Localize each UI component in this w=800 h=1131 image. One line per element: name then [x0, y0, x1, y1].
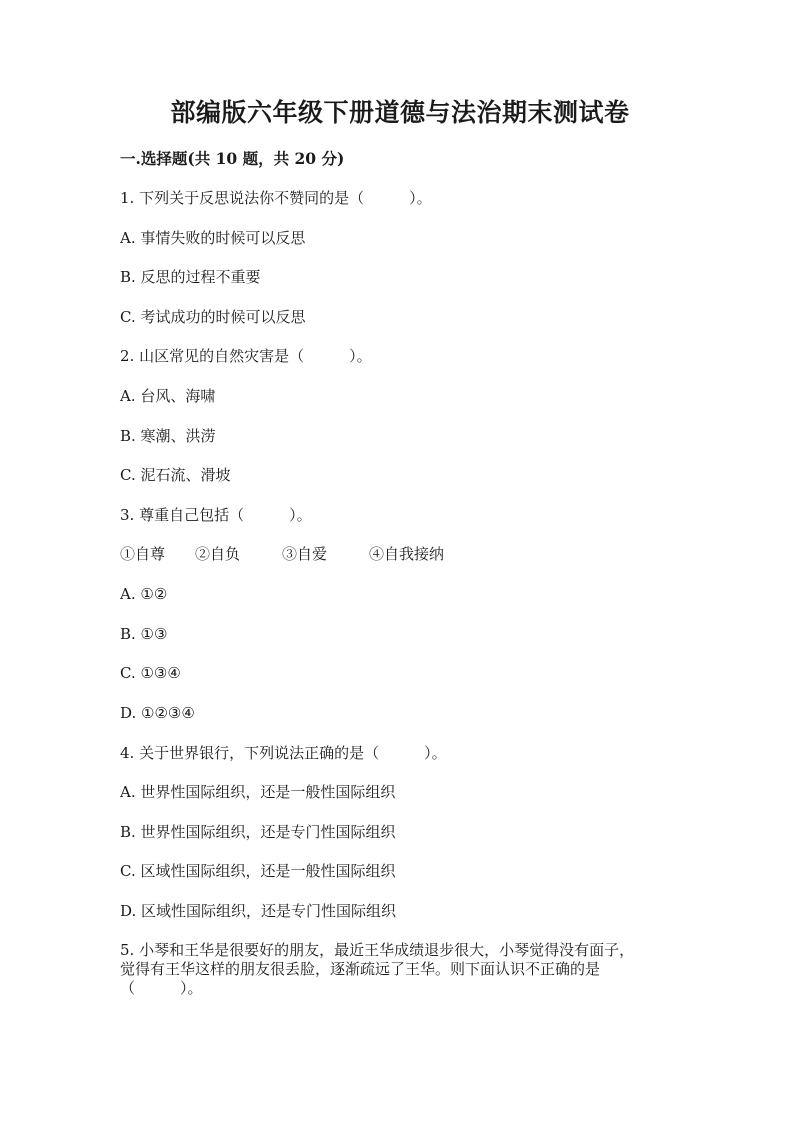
question-3-option-a: A. ①② [120, 585, 168, 603]
statement-3: ③自爱 [282, 545, 328, 563]
statement-2: ②自负 [195, 545, 241, 563]
question-1-option-c: C. 考试成功的时候可以反思 [120, 308, 306, 326]
question-4-option-a: A. 世界性国际组织，还是一般性国际组织 [120, 783, 396, 801]
question-5-line: 5. 小琴和王华是很要好的朋友，最近王华成绩退步很大，小琴觉得没有面子， [120, 941, 635, 959]
question-3-option-d: D. ①②③④ [120, 704, 195, 722]
question-2-option-b: B. 寒潮、洪涝 [120, 427, 216, 445]
statement-1: ①自尊 [120, 545, 166, 563]
question-3-stem: 3. 尊重自己包括（ ）。 [120, 506, 312, 524]
question-1-option-a: A. 事情失败的时候可以反思 [120, 229, 306, 247]
question-4-option-b: B. 世界性国际组织，还是专门性国际组织 [120, 823, 396, 841]
question-3-option-b: B. ①③ [120, 625, 168, 643]
question-5-line: 觉得有王华这样的朋友很丢脸，逐渐疏远了王华。则下面认识不正确的是 [120, 960, 601, 978]
question-1-option-b: B. 反思的过程不重要 [120, 268, 261, 286]
statement-4: ④自我接纳 [369, 545, 445, 563]
question-5-stem [120, 941, 668, 998]
question-3-option-c: C. ①③④ [120, 664, 181, 682]
page-title: 部编版六年级下册道德与法治期末测试卷 [170, 98, 630, 127]
question-2-option-a: A. 台风、海啸 [120, 387, 216, 405]
question-4-option-d: D. 区域性国际组织，还是专门性国际组织 [120, 902, 397, 920]
section-heading: 一.选择题(共 10 题，共 20 分) [120, 149, 345, 168]
question-5-line: （ ）。 [120, 979, 203, 997]
question-1-stem: 1. 下列关于反思说法你不赞同的是（ ）。 [120, 189, 432, 207]
question-2-stem: 2. 山区常见的自然灾害是（ ）。 [120, 347, 372, 365]
question-4-stem: 4. 关于世界银行，下列说法正确的是（ ）。 [120, 744, 447, 762]
question-2-option-c: C. 泥石流、滑坡 [120, 466, 231, 484]
question-4-option-c: C. 区域性国际组织，还是一般性国际组织 [120, 862, 396, 880]
